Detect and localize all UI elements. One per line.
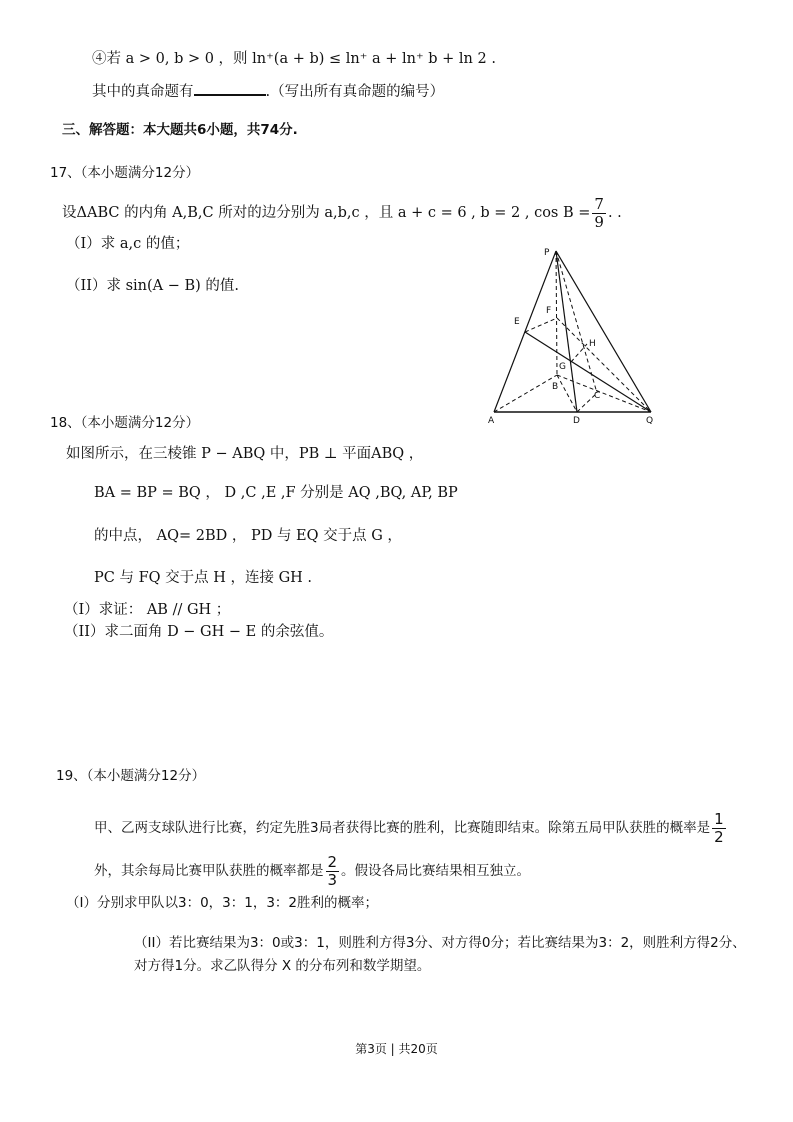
prompt-before: 其中的真命题有	[92, 84, 194, 100]
q19-part2-line2: 对方得1分。求乙队得分 X 的分布列和数学期望。	[134, 958, 431, 974]
q18-part1: （I）求证： AB // GH ；	[64, 602, 231, 618]
label-B: B	[552, 382, 559, 392]
edge-PD	[556, 251, 577, 412]
label-P: P	[544, 248, 550, 258]
q18-line2: BA = BP = BQ ， D ,C ,E ,F 分别是 AQ ,BQ, AP, BP	[94, 485, 458, 501]
q19-line1	[94, 808, 728, 848]
edge-GH	[571, 344, 587, 362]
section-heading: 三、解答题：本大题共6小题，共74分.	[62, 122, 298, 138]
fraction-numerator: 1	[714, 809, 724, 828]
label-E: E	[514, 317, 520, 327]
q17-stem	[62, 196, 622, 230]
fraction	[592, 196, 606, 231]
q18-line3: 的中点， AQ= 2BD ， PD 与 EQ 交于点 G ，	[94, 528, 402, 544]
edge-PQ	[556, 251, 651, 412]
label-D: D	[573, 416, 580, 426]
q18-line4: PC 与 FQ 交于点 H ，连接 GH .	[94, 570, 313, 586]
fraction-numerator: 2	[327, 852, 338, 871]
label-C: C	[594, 391, 601, 401]
q18-header: 18、（本小题满分12分）	[50, 415, 200, 431]
q17-part1: （I）求 a,c 的值；	[66, 236, 190, 252]
pyramid-figure	[480, 240, 670, 430]
fraction-denominator: 3	[327, 870, 338, 889]
q16-item4: ④若 a > 0, b > 0 ，则 ln⁺(a + b) ≤ ln⁺ a + ln⁺ b + ln 2 .	[92, 51, 496, 67]
fraction-denominator: 2	[714, 827, 724, 846]
fraction	[712, 811, 726, 846]
fraction-denominator: 9	[594, 212, 604, 231]
q17-part2: （II）求 sin(A − B) 的值.	[66, 278, 240, 294]
label-F: F	[546, 306, 552, 316]
edge-EQ	[525, 332, 651, 412]
label-H: H	[589, 339, 596, 349]
q19-line2-end: 。假设各局比赛结果相互独立。	[341, 863, 531, 879]
fraction-numerator: 7	[594, 194, 604, 213]
q17-header: 17、（本小题满分12分）	[50, 165, 200, 181]
page-footer: 第3页 | 共20页	[355, 1042, 438, 1056]
answer-blank	[194, 80, 266, 96]
q17-stem-end: . .	[607, 205, 622, 221]
q19-part2-line1: （II）若比赛结果为3：0或3：1，则胜利方得3分、对方得0分；若比赛结果为3：2，则胜利方得2分、	[134, 935, 746, 951]
q19-part1: （I）分别求甲队以3：0，3：1，3：2胜利的概率；	[66, 895, 379, 911]
label-G: G	[559, 362, 566, 372]
prompt-after: .（写出所有真命题的编号）	[265, 84, 445, 100]
q19-line1-text: 甲、乙两支球队进行比赛，约定先胜3局者获得比赛的胜利，比赛随即结束。除第五局甲队获胜的概率是	[94, 820, 711, 836]
edge-BQ	[557, 375, 651, 412]
q18-part2: （II）求二面角 D − GH − E 的余弦值。	[64, 624, 334, 640]
fraction	[326, 854, 340, 889]
label-A: A	[488, 416, 495, 426]
edge-PB	[556, 251, 557, 375]
q19-line2	[94, 851, 530, 891]
q19-header: 19、（本小题满分12分）	[56, 768, 206, 784]
q18-line1: 如图所示，在三棱锥 P − ABQ 中，PB ⊥ 平面ABQ ，	[66, 446, 424, 462]
edge-AB	[494, 375, 557, 412]
q19-line2-text: 外，其余每局比赛甲队获胜的概率都是	[94, 863, 324, 879]
q16-answer-prompt	[92, 80, 444, 102]
label-Q: Q	[646, 416, 654, 426]
q17-stem-text: 设ΔABC 的内角 A,B,C 所对的边分别为 a,b,c ，且 a + c = 6 , b = 2 , cos B =	[62, 205, 591, 221]
